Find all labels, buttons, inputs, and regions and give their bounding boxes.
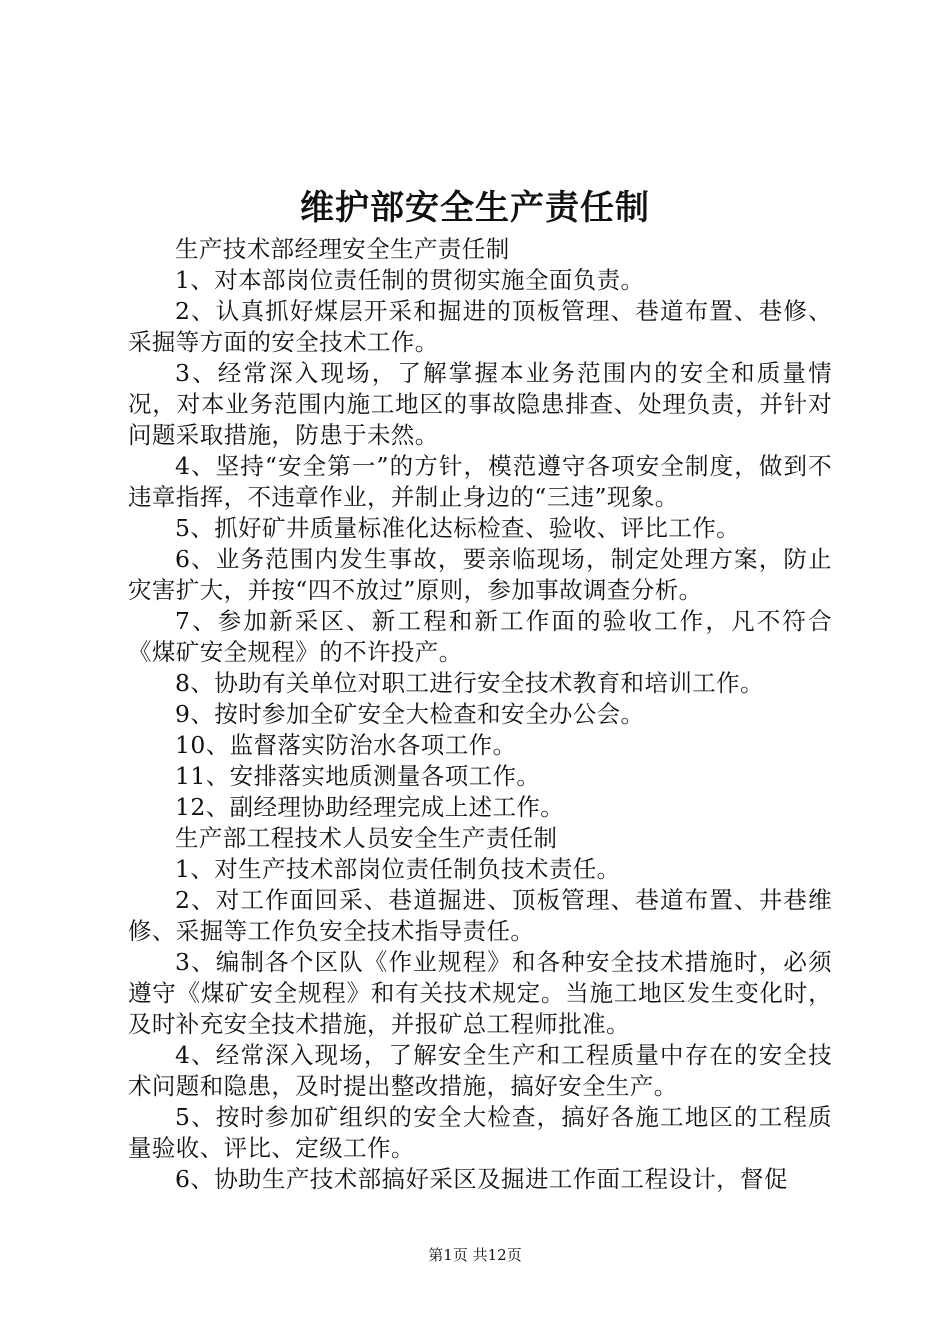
paragraph: 11、安排落实地质测量各项工作。 [175,762,541,790]
section-heading: 生产部工程技术人员安全生产责任制 [175,824,558,852]
paragraph: 10、监督落实防治水各项工作。 [175,731,517,759]
paragraph: 12、副经理协助经理完成上述工作。 [175,793,565,821]
document-body [128,234,832,1195]
paragraph: 2、认真抓好煤层开采和掘进的顶板管理、巷道布置、巷修、采掘等方面的安全技术工作。 [128,297,832,356]
paragraph: 7、参加新采区、新工程和新工作面的验收工作，凡不符合《煤矿安全规程》的不许投产。 [128,607,832,666]
section-heading: 生产技术部经理安全生产责任制 [175,235,510,263]
paragraph: 9、按时参加全矿安全大检查和安全办公会。 [175,700,645,728]
paragraph: 8、协助有关单位对职工进行安全技术教育和培训工作。 [175,669,764,697]
paragraph: 3、经常深入现场，了解掌握本业务范围内的安全和质量情况，对本业务范围内施工地区的事故隐患排查、处理负责，并针对问题采取措施，防患于未然。 [128,359,832,449]
paragraph: 6、协助生产技术部搞好采区及掘进工作面工程设计，督促 [175,1165,788,1193]
paragraph: 4、坚持“安全第一”的方针，模范遵守各项安全制度，做到不违章指挥，不违章作业，并制止身边的“三违”现象。 [128,452,832,511]
page-footer: 第1页 共12页 [428,1246,522,1264]
paragraph: 2、对工作面回采、巷道掘进、顶板管理、巷道布置、井巷维修、采掘等工作负安全技术指导责任。 [128,886,832,945]
paragraph: 5、按时参加矿组织的安全大检查，搞好各施工地区的工程质量验收、评比、定级工作。 [128,1103,832,1162]
document-title: 维护部安全生产责任制 [300,188,650,228]
paragraph: 1、对本部岗位责任制的贯彻实施全面负责。 [175,266,645,294]
paragraph: 5、抓好矿井质量标准化达标检查、验收、评比工作。 [175,514,741,542]
paragraph: 3、编制各个区队《作业规程》和各种安全技术措施时，必须遵守《煤矿安全规程》和有关技术规定。当施工地区发生变化时，及时补充安全技术措施，并报矿总工程师批准。 [128,948,832,1038]
paragraph: 6、业务范围内发生事故，要亲临现场，制定处理方案，防止灾害扩大，并按“四不放过”原则，参加事故调查分析。 [128,545,832,604]
paragraph: 1、对生产技术部岗位责任制负技术责任。 [175,855,621,883]
paragraph: 4、经常深入现场，了解安全生产和工程质量中存在的安全技术问题和隐患，及时提出整改措施，搞好安全生产。 [128,1041,832,1100]
